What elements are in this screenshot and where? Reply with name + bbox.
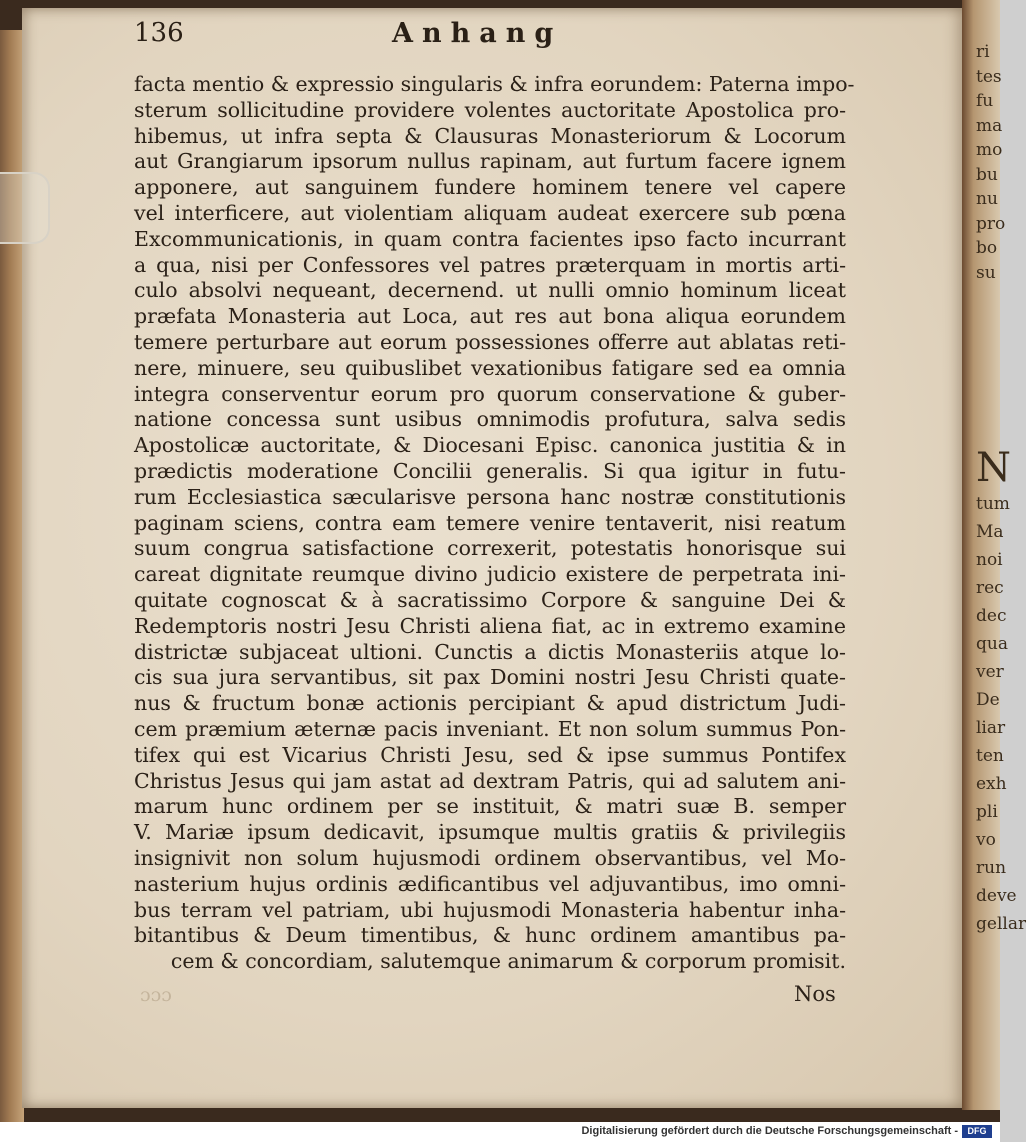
catchword: Nos [794,982,836,1006]
book-page [22,8,966,1108]
text-line: præfata Monasteria aut Loca, aut res aut bona aliqua eorundem [134,304,846,329]
next-page-line: tes [976,66,1002,87]
next-page-line: fu [976,91,994,111]
next-page-line: mo [976,140,1003,160]
text-line: Excommunicationis, in quam contra facientes ipso facto incurrant [134,226,846,251]
next-page-line: bu [976,164,998,185]
text-line: sterum sollicitudine providere volentes auctoritate Apostolica pro- [134,97,846,122]
next-page-edge [962,0,1026,1110]
text-line: Christus Jesus qui jam astat ad dextram Patris, qui ad salutem ani- [134,768,846,793]
footer-bar [0,1122,1000,1142]
next-page-line: run [976,858,1007,878]
page-number: 136 [134,18,184,48]
text-line: insignivit non solum hujusmodi ordinem observantibus, vel Mo- [134,845,846,870]
next-page-line: nu [976,189,998,209]
text-line: marum hunc ordinem per se instituit, & matri suæ B. semper [134,794,846,819]
next-page-line: ver [976,662,1004,682]
text-line: suum congrua satisfactione correxerit, potestatis honorisque sui [134,536,846,561]
next-page-line: liar [976,718,1006,738]
text-line: quitate cognoscat & à sacratissimo Corpore & sanguine Dei & [134,587,846,612]
text-line: cem & concordiam, salutemque animarum & corporum promisit. [170,949,846,974]
running-head [134,18,874,54]
next-page-line: De [976,690,1000,710]
bookmark-clip [0,172,50,244]
bleed-through-mark: ɔɔɔ [140,984,172,1006]
next-page-line: noi [976,550,1003,570]
text-line: paginam sciens, contra eam temere venire tentaverit, nisi reatum [134,510,846,535]
next-page-line: su [976,262,996,283]
text-line: culo absolvi nequeant, decernend. ut nulli omnio hominum liceat [134,278,846,303]
text-line: vel interficere, aut violentiam aliquam audeat exercere sub pœna [134,200,846,225]
body-text [134,72,855,975]
text-line: careat dignitate reumque divino judicio existere de perpetrata ini- [134,562,846,587]
next-page-line: ri [976,42,990,62]
next-page-line: Ma [976,522,1004,542]
text-line: V. Mariæ ipsum dedicavit, ipsumque multis gratiis & privilegiis [134,820,846,845]
next-page-line: pro [976,213,1006,234]
next-page-line: rec [976,578,1004,598]
next-page-line: gellar [976,914,1026,934]
text-line: nus & fructum bonæ actionis percipiant & apud districtum Judi- [134,691,846,716]
next-page-line: deve [976,886,1017,906]
text-line: tifex qui est Vicarius Christi Jesu, sed & ipse summus Pontifex [134,742,846,767]
text-line: facta mentio & expressio singularis & infra eorundem: Paterna impo- [134,72,855,96]
next-page-line: vo [976,830,996,850]
running-head-title: Anhang [392,18,563,49]
text-line: bitantibus & Deum timentibus, & hunc ordinem amantibus pa- [134,923,846,948]
footer-credit: Digitalisierung gefördert durch die Deutsche Forschungsgemeinschaft - [581,1125,958,1137]
next-page-line: qua [976,634,1008,654]
text-line: Redemptoris nostri Jesu Christi aliena fiat, ac in extremo examine [134,613,846,638]
text-line: natione concessa sunt usibus omnimodis profutura, salva sedis [134,407,846,432]
text-line: rum Ecclesiastica sæcularisve persona hanc nostræ constitutionis [134,484,846,509]
next-page-lower-lines [976,490,1026,938]
text-line: integra conserventur eorum pro quorum conservatione & guber- [134,381,846,406]
text-line: prædictis moderatione Concilii generalis. Si qua igitur in futu- [134,458,846,483]
next-page-line: ten [976,746,1004,766]
next-page-line: dec [976,606,1007,626]
next-page-line: pli [976,802,998,822]
text-line: cem præmium æternæ pacis inveniant. Et non solum summus Pon- [134,716,846,741]
text-line: districtæ subjaceat ultioni. Cunctis a dictis Monasteriis atque lo- [134,639,846,664]
next-page-line: bo [976,238,998,258]
text-line: nasterium hujus ordinis ædificantibus vel adjuvantibus, imo omni- [134,871,846,896]
next-page-initial: N [976,445,1011,491]
next-page-lower-text [976,445,1026,938]
text-line: apponere, aut sanguinem fundere hominem tenere vel capere [134,175,846,200]
text-line: temere perturbare aut eorum possessiones offerre aut ablatas reti- [134,329,846,354]
dfg-logo: DFG [962,1125,992,1138]
text-line: Apostolicæ auctoritate, & Diocesani Episc. canonica justitia & in [134,433,846,458]
next-page-line: exh [976,774,1007,794]
next-page-upper-text [976,40,1006,285]
text-line: cis sua jura servantibus, sit pax Domini nostri Jesu Christi quate- [134,665,846,690]
text-line: nere, minuere, seu quibuslibet vexationibus fatigare sed ea omnia [134,355,846,380]
text-line: aut Grangiarum ipsorum nullus rapinam, aut furtum facere ignem [134,149,846,174]
text-line: hibemus, ut infra septa & Clausuras Monasteriorum & Locorum [134,123,846,148]
next-page-line: ma [976,115,1003,136]
text-line: bus terram vel patriam, ubi hujusmodi Monasteria habentur inha- [134,897,846,922]
next-page-line: tum [976,494,1010,514]
text-line: a qua, nisi per Confessores vel patres præterquam in mortis arti- [134,252,846,277]
